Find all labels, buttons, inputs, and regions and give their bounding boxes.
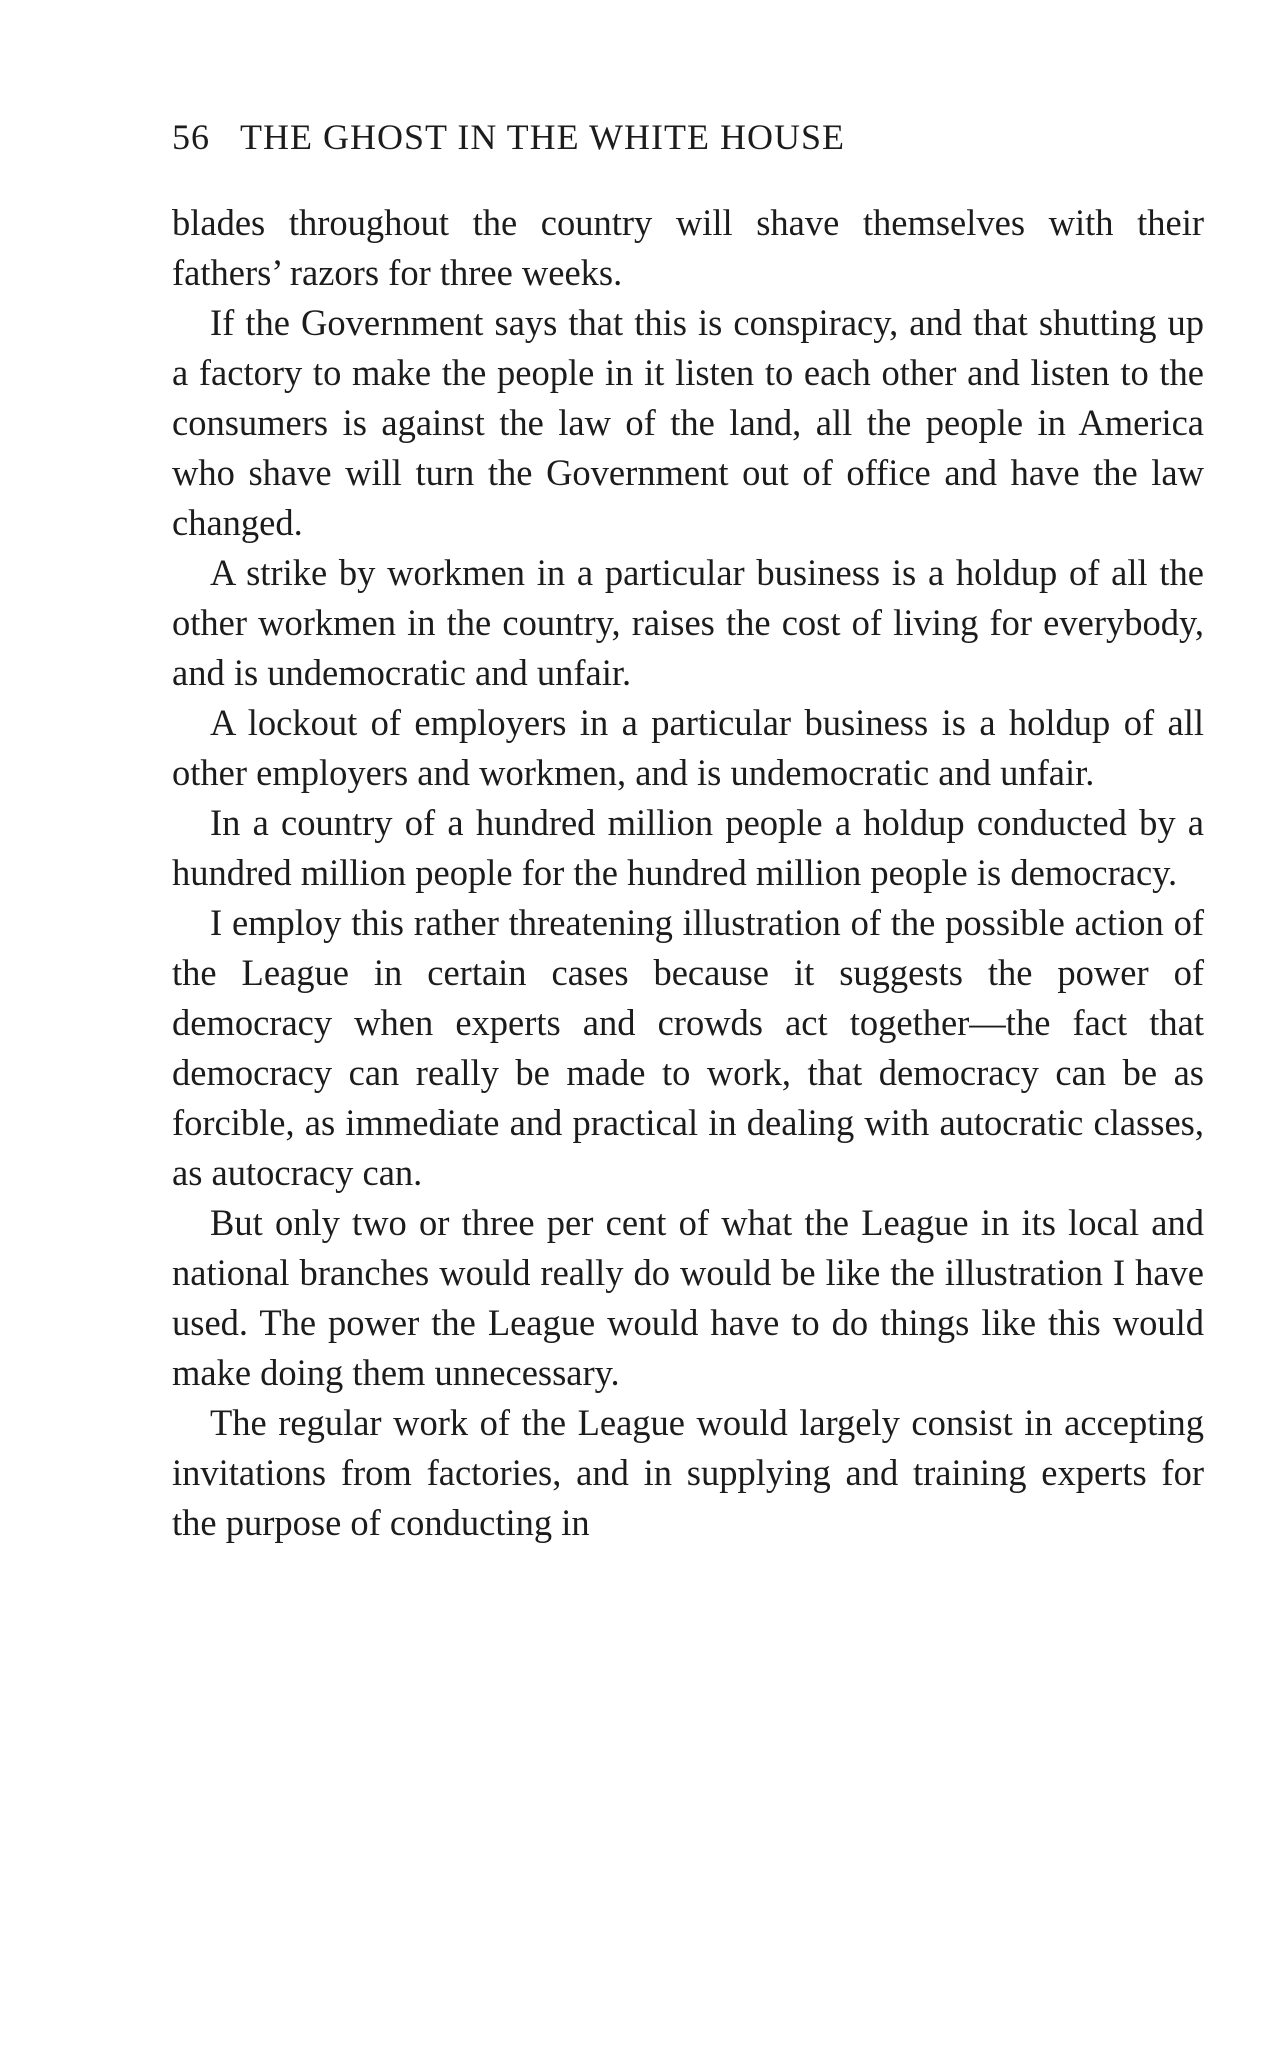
paragraph-government-conspiracy: If the Government says that this is conspiracy, and that shutting up a factory to make the people in it listen to each other and listen to the consumers is against the law of the land, all the people in America who shave will turn the Government out of office and have the law changed. <box>172 302 1204 543</box>
paragraph-democracy-holdup: In a country of a hundred million people a holdup conducted by a hundred million people for the hundred million people is democracy. <box>172 802 1204 893</box>
paragraph-continued: blades throughout the country will shave themselves with their fathers’ razors for three weeks. <box>172 202 1204 293</box>
body-text <box>172 198 1204 1548</box>
paragraph-illustration: I employ this rather threatening illustration of the possible action of the League in certain cases because it suggests the power of democracy when experts and crowds act together—the fact that democracy can really be made to work, that democracy can be as forcible, as immediate and practical in dealing with autocratic classes, as autocracy can. <box>172 902 1204 1193</box>
paragraph-league-power: But only two or three per cent of what the League in its local and national branches would really do would be like the illustration I have used. The power the League would have to do things like this would make doing them unnecessary. <box>172 1202 1204 1393</box>
paragraph-strike: A strike by workmen in a particular business is a holdup of all the other workmen in the country, raises the cost of living for everybody, and is undemocratic and unfair. <box>172 552 1204 693</box>
paragraph-lockout: A lockout of employers in a particular business is a holdup of all other employers and workmen, and is undemocratic and unfair. <box>172 702 1204 793</box>
page-number: 56 <box>172 117 210 157</box>
running-head <box>172 112 1092 162</box>
book-title: THE GHOST IN THE WHITE HOUSE <box>240 117 845 157</box>
paragraph-regular-work: The regular work of the League would largely consist in accepting invitations from factories, and in supplying and training experts for the purpose of conducting in <box>172 1402 1204 1543</box>
